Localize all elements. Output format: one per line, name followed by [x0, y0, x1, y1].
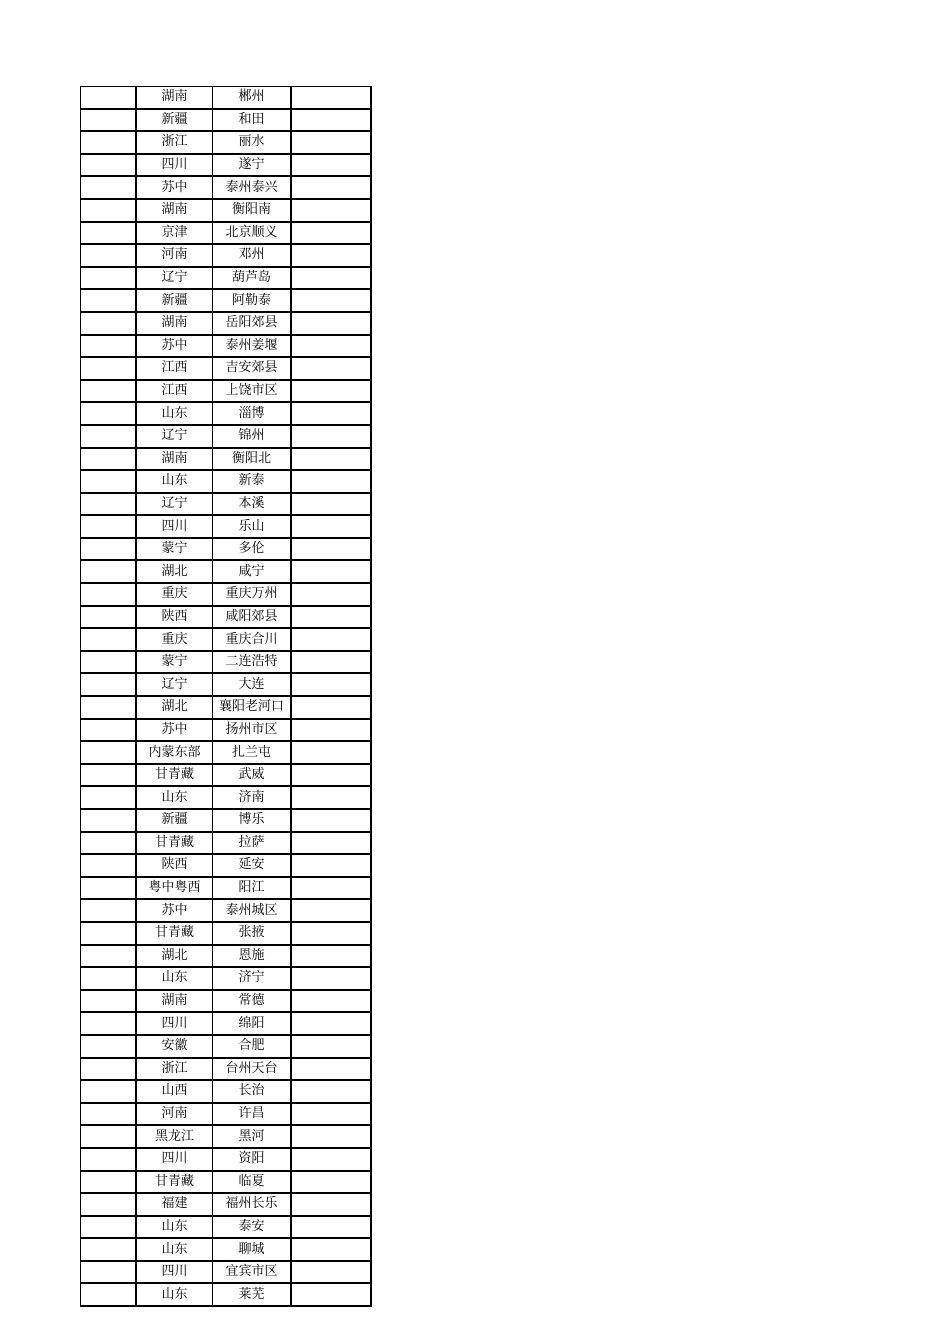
region-cell[interactable]: 甘青藏	[136, 922, 213, 945]
table-row	[81, 1261, 372, 1284]
extra-cell[interactable]	[291, 357, 371, 380]
table-row	[81, 1058, 372, 1081]
index-cell[interactable]	[81, 1125, 137, 1148]
extra-cell[interactable]	[291, 741, 371, 764]
table-row	[81, 131, 372, 154]
index-cell[interactable]	[81, 560, 137, 583]
table-body	[81, 87, 372, 1307]
extra-cell[interactable]	[291, 470, 371, 493]
table-row	[81, 832, 372, 855]
table-row	[81, 515, 372, 538]
city-cell[interactable]: 常德	[213, 990, 292, 1013]
city-cell[interactable]: 淄博	[213, 402, 292, 425]
table-row	[81, 854, 372, 877]
region-cell[interactable]: 重庆	[136, 583, 213, 606]
city-cell[interactable]: 丽水	[213, 131, 292, 154]
extra-cell[interactable]	[291, 1035, 371, 1058]
table-row	[81, 199, 372, 222]
extra-cell[interactable]	[291, 199, 371, 222]
index-cell[interactable]	[81, 809, 137, 832]
region-cell[interactable]: 山东	[136, 1216, 213, 1239]
city-cell[interactable]: 泰安	[213, 1216, 292, 1239]
extra-cell[interactable]	[291, 922, 371, 945]
city-cell[interactable]: 新泰	[213, 470, 292, 493]
city-cell[interactable]: 衡阳北	[213, 448, 292, 471]
city-cell[interactable]: 黑河	[213, 1125, 292, 1148]
extra-cell[interactable]	[291, 515, 371, 538]
city-cell[interactable]: 北京顺义	[213, 222, 292, 245]
extra-cell[interactable]	[291, 1261, 371, 1284]
region-cell[interactable]: 新疆	[136, 289, 213, 312]
extra-cell[interactable]	[291, 809, 371, 832]
table-row	[81, 696, 372, 719]
table-row	[81, 154, 372, 177]
index-cell[interactable]	[81, 515, 137, 538]
index-cell[interactable]	[81, 1058, 137, 1081]
region-cell[interactable]: 四川	[136, 154, 213, 177]
index-cell[interactable]	[81, 967, 137, 990]
region-cell[interactable]: 浙江	[136, 131, 213, 154]
index-cell[interactable]	[81, 945, 137, 968]
index-cell[interactable]	[81, 425, 137, 448]
region-cell[interactable]: 新疆	[136, 809, 213, 832]
index-cell[interactable]	[81, 448, 137, 471]
table-row	[81, 470, 372, 493]
table-row	[81, 335, 372, 358]
table-row	[81, 289, 372, 312]
city-cell[interactable]: 莱芜	[213, 1283, 292, 1306]
index-cell[interactable]	[81, 87, 137, 109]
city-cell[interactable]: 拉萨	[213, 832, 292, 855]
extra-cell[interactable]	[291, 877, 371, 900]
index-cell[interactable]	[81, 583, 137, 606]
index-cell[interactable]	[81, 673, 137, 696]
region-cell[interactable]: 内蒙东部	[136, 741, 213, 764]
table-row	[81, 1148, 372, 1171]
region-cell[interactable]: 湖北	[136, 945, 213, 968]
table-row	[81, 244, 372, 267]
city-cell[interactable]: 衡阳南	[213, 199, 292, 222]
index-cell[interactable]	[81, 1171, 137, 1194]
table-row	[81, 380, 372, 403]
index-cell[interactable]	[81, 402, 137, 425]
city-cell[interactable]: 葫芦岛	[213, 267, 292, 290]
city-cell[interactable]: 宜宾市区	[213, 1261, 292, 1284]
region-cell[interactable]: 湖南	[136, 448, 213, 471]
region-cell[interactable]: 甘青藏	[136, 1171, 213, 1194]
city-cell[interactable]: 恩施	[213, 945, 292, 968]
table-row	[81, 1193, 372, 1216]
index-cell[interactable]	[81, 154, 137, 177]
extra-cell[interactable]	[291, 1171, 371, 1194]
extra-cell[interactable]	[291, 538, 371, 561]
table-row	[81, 560, 372, 583]
city-cell[interactable]: 襄阳老河口	[213, 696, 292, 719]
extra-cell[interactable]	[291, 335, 371, 358]
index-cell[interactable]	[81, 1103, 137, 1126]
index-cell[interactable]	[81, 877, 137, 900]
extra-cell[interactable]	[291, 967, 371, 990]
index-cell[interactable]	[81, 380, 137, 403]
city-cell[interactable]: 延安	[213, 854, 292, 877]
table-row	[81, 967, 372, 990]
region-cell[interactable]: 苏中	[136, 335, 213, 358]
region-cell[interactable]: 京津	[136, 222, 213, 245]
city-cell[interactable]: 上饶市区	[213, 380, 292, 403]
index-cell[interactable]	[81, 786, 137, 809]
region-cell[interactable]: 河南	[136, 1103, 213, 1126]
extra-cell[interactable]	[291, 154, 371, 177]
city-cell[interactable]: 乐山	[213, 515, 292, 538]
index-cell[interactable]	[81, 1080, 137, 1103]
region-cell[interactable]: 四川	[136, 515, 213, 538]
extra-cell[interactable]	[291, 222, 371, 245]
table-row	[81, 425, 372, 448]
index-cell[interactable]	[81, 990, 137, 1013]
table-row	[81, 357, 372, 380]
index-cell[interactable]	[81, 176, 137, 199]
city-cell[interactable]: 许昌	[213, 1103, 292, 1126]
city-cell[interactable]: 泰州姜堰	[213, 335, 292, 358]
extra-cell[interactable]	[291, 764, 371, 787]
extra-cell[interactable]	[291, 87, 371, 109]
extra-cell[interactable]	[291, 990, 371, 1013]
city-cell[interactable]: 长治	[213, 1080, 292, 1103]
city-cell[interactable]: 阿勒泰	[213, 289, 292, 312]
city-cell[interactable]: 台州天台	[213, 1058, 292, 1081]
region-cell[interactable]: 甘青藏	[136, 832, 213, 855]
extra-cell[interactable]	[291, 267, 371, 290]
table-row	[81, 312, 372, 335]
table-row	[81, 1125, 372, 1148]
city-cell[interactable]: 咸阳郊县	[213, 606, 292, 629]
city-cell[interactable]: 济南	[213, 786, 292, 809]
extra-cell[interactable]	[291, 109, 371, 132]
index-cell[interactable]	[81, 199, 137, 222]
city-cell[interactable]: 合肥	[213, 1035, 292, 1058]
region-cell[interactable]: 山东	[136, 470, 213, 493]
extra-cell[interactable]	[291, 719, 371, 742]
region-cell[interactable]: 山东	[136, 1283, 213, 1306]
extra-cell[interactable]	[291, 1238, 371, 1261]
index-cell[interactable]	[81, 1283, 137, 1306]
region-cell[interactable]: 苏中	[136, 899, 213, 922]
region-cell[interactable]: 安徽	[136, 1035, 213, 1058]
index-cell[interactable]	[81, 335, 137, 358]
table-row	[81, 538, 372, 561]
table-row	[81, 990, 372, 1013]
index-cell[interactable]	[81, 109, 137, 132]
extra-cell[interactable]	[291, 628, 371, 651]
table-row	[81, 719, 372, 742]
extra-cell[interactable]	[291, 244, 371, 267]
region-cell[interactable]: 黑龙江	[136, 1125, 213, 1148]
table-row	[81, 673, 372, 696]
index-cell[interactable]	[81, 651, 137, 674]
extra-cell[interactable]	[291, 380, 371, 403]
table-row	[81, 606, 372, 629]
region-cell[interactable]: 四川	[136, 1012, 213, 1035]
table-row	[81, 583, 372, 606]
city-cell[interactable]: 吉安郊县	[213, 357, 292, 380]
index-cell[interactable]	[81, 1012, 137, 1035]
table-row	[81, 877, 372, 900]
table-row	[81, 448, 372, 471]
index-cell[interactable]	[81, 606, 137, 629]
extra-cell[interactable]	[291, 1080, 371, 1103]
index-cell[interactable]	[81, 1261, 137, 1284]
index-cell[interactable]	[81, 741, 137, 764]
region-cell[interactable]: 山东	[136, 786, 213, 809]
region-cell[interactable]: 苏中	[136, 176, 213, 199]
city-cell[interactable]: 重庆万州	[213, 583, 292, 606]
region-cell[interactable]: 山西	[136, 1080, 213, 1103]
city-cell[interactable]: 扬州市区	[213, 719, 292, 742]
extra-cell[interactable]	[291, 1012, 371, 1035]
index-cell[interactable]	[81, 1148, 137, 1171]
region-cell[interactable]: 湖南	[136, 87, 213, 109]
region-cell[interactable]: 山东	[136, 402, 213, 425]
extra-cell[interactable]	[291, 402, 371, 425]
region-cell[interactable]: 重庆	[136, 628, 213, 651]
table-row	[81, 1216, 372, 1239]
region-cell[interactable]: 四川	[136, 1148, 213, 1171]
region-cell[interactable]: 山东	[136, 967, 213, 990]
region-cell[interactable]: 湖北	[136, 696, 213, 719]
region-cell[interactable]: 山东	[136, 1238, 213, 1261]
table-row	[81, 1283, 372, 1306]
extra-cell[interactable]	[291, 899, 371, 922]
table-row	[81, 176, 372, 199]
city-cell[interactable]: 本溪	[213, 493, 292, 516]
index-cell[interactable]	[81, 719, 137, 742]
table-row	[81, 402, 372, 425]
region-city-table	[80, 86, 372, 1307]
region-cell[interactable]: 陕西	[136, 606, 213, 629]
extra-cell[interactable]	[291, 832, 371, 855]
region-cell[interactable]: 苏中	[136, 719, 213, 742]
extra-cell[interactable]	[291, 583, 371, 606]
table-row	[81, 109, 372, 132]
table-row	[81, 741, 372, 764]
index-cell[interactable]	[81, 1035, 137, 1058]
city-cell[interactable]: 泰州城区	[213, 899, 292, 922]
extra-cell[interactable]	[291, 1125, 371, 1148]
index-cell[interactable]	[81, 1216, 137, 1239]
index-cell[interactable]	[81, 289, 137, 312]
region-cell[interactable]: 福建	[136, 1193, 213, 1216]
city-cell[interactable]: 博乐	[213, 809, 292, 832]
extra-cell[interactable]	[291, 651, 371, 674]
table-row	[81, 1171, 372, 1194]
extra-cell[interactable]	[291, 696, 371, 719]
index-cell[interactable]	[81, 696, 137, 719]
city-cell[interactable]: 资阳	[213, 1148, 292, 1171]
city-cell[interactable]: 二连浩特	[213, 651, 292, 674]
extra-cell[interactable]	[291, 673, 371, 696]
city-cell[interactable]: 郴州	[213, 87, 292, 109]
table-row	[81, 899, 372, 922]
index-cell[interactable]	[81, 493, 137, 516]
index-cell[interactable]	[81, 470, 137, 493]
index-cell[interactable]	[81, 244, 137, 267]
index-cell[interactable]	[81, 764, 137, 787]
city-cell[interactable]: 扎兰屯	[213, 741, 292, 764]
index-cell[interactable]	[81, 1238, 137, 1261]
region-cell[interactable]: 湖南	[136, 990, 213, 1013]
table-row	[81, 1035, 372, 1058]
index-cell[interactable]	[81, 312, 137, 335]
region-cell[interactable]: 江西	[136, 357, 213, 380]
table-row	[81, 87, 372, 109]
extra-cell[interactable]	[291, 1216, 371, 1239]
extra-cell[interactable]	[291, 560, 371, 583]
index-cell[interactable]	[81, 922, 137, 945]
city-cell[interactable]: 锦州	[213, 425, 292, 448]
region-cell[interactable]: 蒙宁	[136, 538, 213, 561]
region-cell[interactable]: 湖南	[136, 312, 213, 335]
table-row	[81, 267, 372, 290]
index-cell[interactable]	[81, 267, 137, 290]
region-cell[interactable]: 粤中粤西	[136, 877, 213, 900]
city-cell[interactable]: 济宁	[213, 967, 292, 990]
city-cell[interactable]: 泰州泰兴	[213, 176, 292, 199]
city-cell[interactable]: 邓州	[213, 244, 292, 267]
city-cell[interactable]: 重庆合川	[213, 628, 292, 651]
index-cell[interactable]	[81, 357, 137, 380]
extra-cell[interactable]	[291, 131, 371, 154]
table-row	[81, 222, 372, 245]
region-cell[interactable]: 江西	[136, 380, 213, 403]
index-cell[interactable]	[81, 1193, 137, 1216]
region-cell[interactable]: 湖北	[136, 560, 213, 583]
city-cell[interactable]: 和田	[213, 109, 292, 132]
extra-cell[interactable]	[291, 1193, 371, 1216]
city-cell[interactable]: 遂宁	[213, 154, 292, 177]
extra-cell[interactable]	[291, 425, 371, 448]
region-cell[interactable]: 辽宁	[136, 673, 213, 696]
extra-cell[interactable]	[291, 606, 371, 629]
table-row	[81, 1080, 372, 1103]
index-cell[interactable]	[81, 854, 137, 877]
extra-cell[interactable]	[291, 493, 371, 516]
city-cell[interactable]: 大连	[213, 673, 292, 696]
table-row	[81, 764, 372, 787]
index-cell[interactable]	[81, 131, 137, 154]
table-row	[81, 1103, 372, 1126]
table-row	[81, 628, 372, 651]
extra-cell[interactable]	[291, 1148, 371, 1171]
extra-cell[interactable]	[291, 312, 371, 335]
table-row	[81, 1012, 372, 1035]
index-cell[interactable]	[81, 222, 137, 245]
extra-cell[interactable]	[291, 1058, 371, 1081]
city-cell[interactable]: 武威	[213, 764, 292, 787]
table-row	[81, 493, 372, 516]
region-cell[interactable]: 辽宁	[136, 425, 213, 448]
table-row	[81, 945, 372, 968]
region-cell[interactable]: 四川	[136, 1261, 213, 1284]
index-cell[interactable]	[81, 899, 137, 922]
city-cell[interactable]: 绵阳	[213, 1012, 292, 1035]
table-row	[81, 1238, 372, 1261]
extra-cell[interactable]	[291, 1283, 371, 1306]
table-row	[81, 651, 372, 674]
city-cell[interactable]: 临夏	[213, 1171, 292, 1194]
extra-cell[interactable]	[291, 176, 371, 199]
city-cell[interactable]: 福州长乐	[213, 1193, 292, 1216]
extra-cell[interactable]	[291, 289, 371, 312]
index-cell[interactable]	[81, 832, 137, 855]
region-cell[interactable]: 新疆	[136, 109, 213, 132]
region-cell[interactable]: 蒙宁	[136, 651, 213, 674]
table-row	[81, 786, 372, 809]
extra-cell[interactable]	[291, 854, 371, 877]
region-cell[interactable]: 陕西	[136, 854, 213, 877]
extra-cell[interactable]	[291, 786, 371, 809]
extra-cell[interactable]	[291, 945, 371, 968]
region-cell[interactable]: 浙江	[136, 1058, 213, 1081]
extra-cell[interactable]	[291, 448, 371, 471]
city-cell[interactable]: 多伦	[213, 538, 292, 561]
region-cell[interactable]: 河南	[136, 244, 213, 267]
extra-cell[interactable]	[291, 1103, 371, 1126]
region-cell[interactable]: 辽宁	[136, 267, 213, 290]
city-cell[interactable]: 阳江	[213, 877, 292, 900]
table-row	[81, 922, 372, 945]
index-cell[interactable]	[81, 628, 137, 651]
table-row	[81, 809, 372, 832]
region-cell[interactable]: 湖南	[136, 199, 213, 222]
region-cell[interactable]: 甘青藏	[136, 764, 213, 787]
city-cell[interactable]: 张掖	[213, 922, 292, 945]
city-cell[interactable]: 咸宁	[213, 560, 292, 583]
index-cell[interactable]	[81, 538, 137, 561]
region-cell[interactable]: 辽宁	[136, 493, 213, 516]
city-cell[interactable]: 聊城	[213, 1238, 292, 1261]
city-cell[interactable]: 岳阳郊县	[213, 312, 292, 335]
